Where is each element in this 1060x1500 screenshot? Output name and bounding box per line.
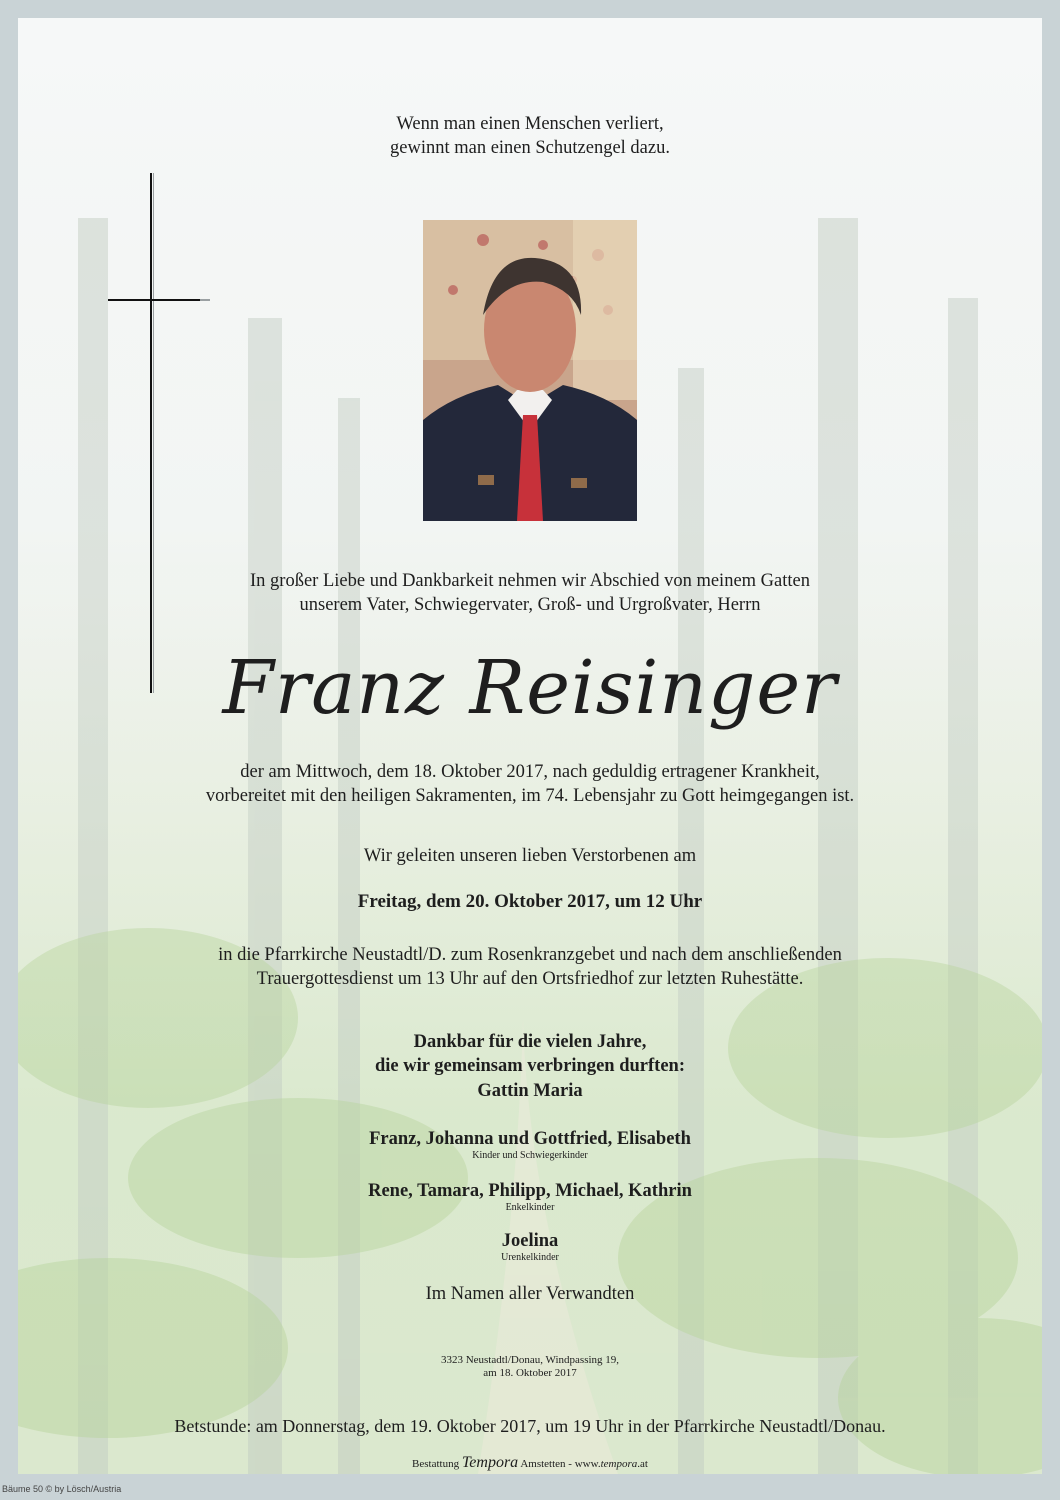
epigraph [18,112,1042,160]
family-grandchildren-label: Enkelkinder [505,1202,555,1213]
footer-url-tld: .at [637,1458,648,1470]
ceremony-line: in die Pfarrkirche Neustadtl/D. zum Rosenkranzgebet und nach dem anschließenden [218,945,842,965]
obituary-card [18,18,1042,1474]
footer-prefix: Bestattung [412,1458,460,1470]
deceased-name: Franz Reisinger [222,645,838,731]
intro-text [18,569,1042,617]
thanks-line: die wir gemeinsam verbringen durften: [374,1056,685,1076]
address-line: am 18. Oktober 2017 [483,1367,577,1379]
thanks-text [18,1030,1042,1078]
funeral-home-footer [18,1456,1042,1471]
address [18,1354,1042,1380]
epigraph-line: gewinnt man einen Schutzengel dazu. [390,138,670,158]
family-great-grandchildren: Joelina [501,1231,559,1251]
intro-line: unserem Vater, Schwiegervater, Groß- und Urgroßvater, Herrn [299,595,761,615]
family-children: Franz, Johanna und Gottfried, Elisabeth [369,1129,691,1149]
family-great-grandchildren-label: Urenkelkinder [501,1252,559,1263]
family-children-label: Kinder und Schwiegerkinder [472,1150,588,1161]
death-notice [18,760,1042,808]
death-notice-line: vorbereitet mit den heiligen Sakramenten, im 74. Lebensjahr zu Gott heimgegangen ist. [205,786,855,806]
escort-text: Wir geleiten unseren lieben Verstorbenen am [363,846,697,866]
relatives-line: Im Namen aller Verwandten [425,1284,635,1304]
ceremony-line: Trauergottesdienst um 13 Uhr auf den Ortsfriedhof zur letzten Ruhestätte. [256,969,804,989]
footer-brand: Tempora [461,1454,519,1471]
prayer-hour: Betstunde: am Donnerstag, dem 19. Oktober 2017, um 19 Uhr in der Pfarrkirche Neustadtl/Donau. [174,1416,886,1436]
address-line: 3323 Neustadtl/Donau, Windpassing 19, [440,1354,620,1366]
intro-line: In großer Liebe und Dankbarkeit nehmen wir Abschied von meinem Gatten [250,571,810,591]
epigraph-line: Wenn man einen Menschen verliert, [396,114,664,134]
thanks-line: Dankbar für die vielen Jahre, [413,1032,647,1052]
family-wife: Gattin Maria [477,1081,583,1101]
ceremony-text [18,943,1042,991]
image-credit: Bäume 50 © by Lösch/Austria [2,1484,122,1494]
portrait-photo [423,220,637,521]
footer-url-brand: tempora [600,1458,638,1470]
family-grandchildren: Rene, Tamara, Philipp, Michael, Kathrin [368,1181,692,1201]
footer-suffix: Amstetten - www. [520,1458,601,1470]
funeral-date: Freitag, dem 20. Oktober 2017, um 12 Uhr [357,891,703,912]
death-notice-line: der am Mittwoch, dem 18. Oktober 2017, nach geduldig ertragener Krankheit, [240,762,820,782]
